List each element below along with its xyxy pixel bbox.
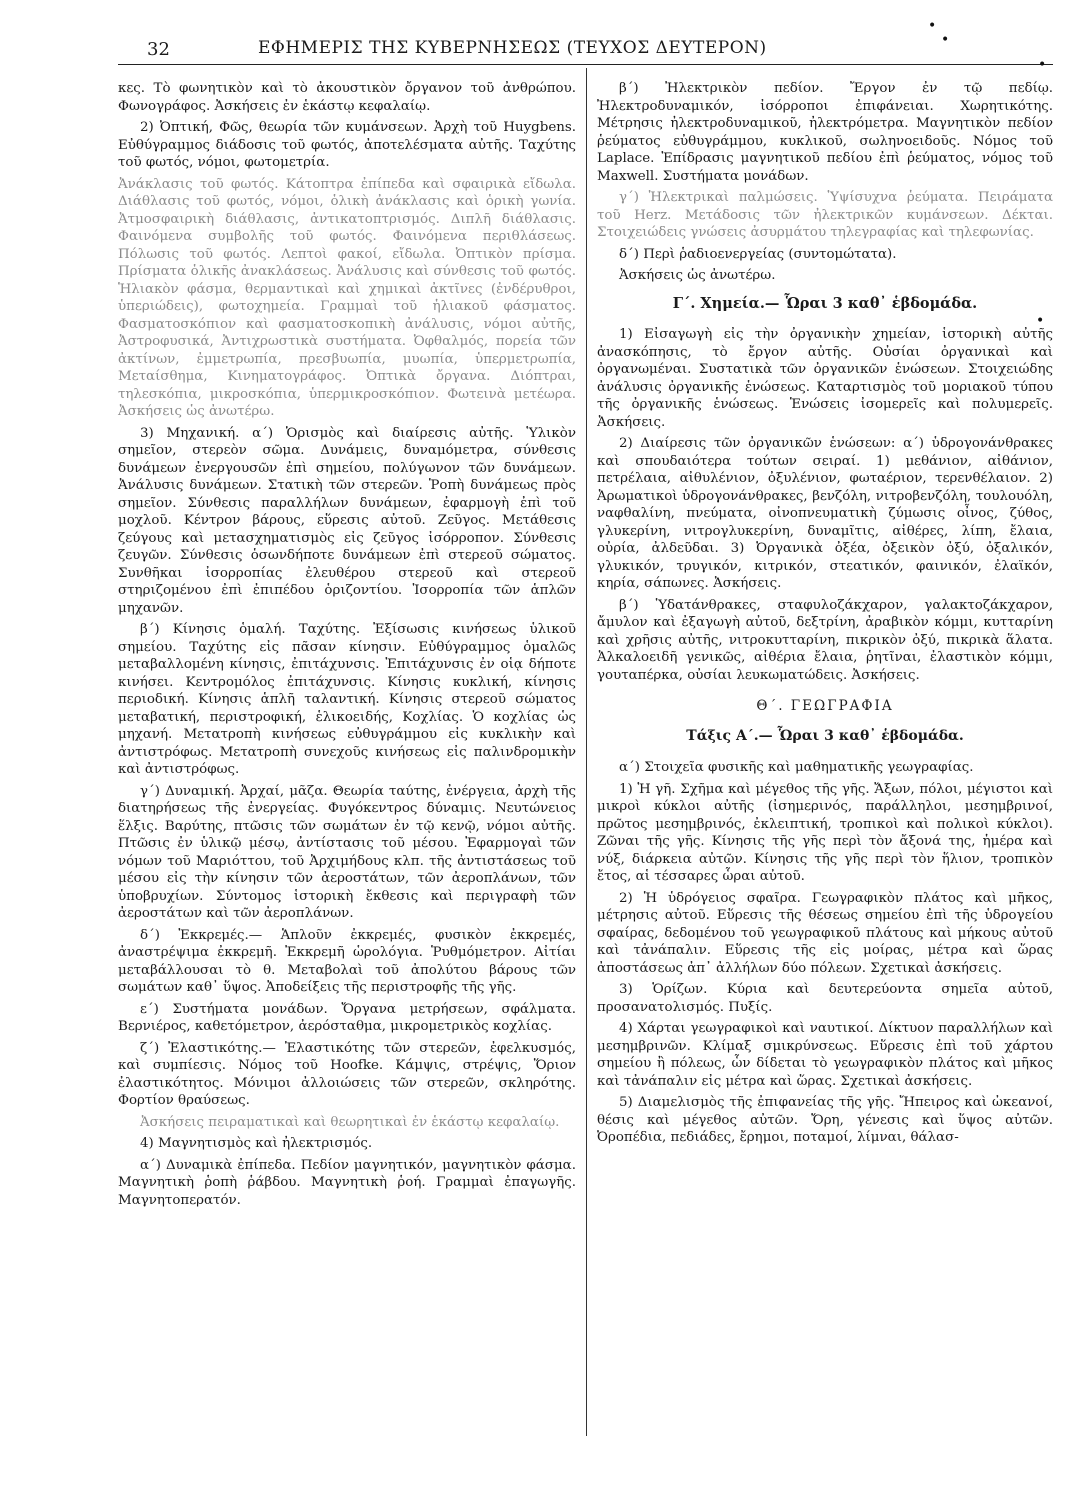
left-column [118, 80, 576, 1213]
paragraph: 1) Ἡ γῆ. Σχῆμα καὶ μέγεθος τῆς γῆς. Ἄξων, πόλοι, μέγιστοι καὶ μικροὶ κύκλοι αὐτῆς (ἰσημερινός, παράλληλοι, μεσημβρινοί, πρῶτος μεσημβρινός, ἐκλειπτική, τροπικοὶ καὶ πολικοὶ κύκλοι). Ζῶναι τῆς γῆς. Κίνησις τῆς γῆς περὶ τὸν ἄξονά της, ἡμέρα καὶ νύξ, διάρκεια αὐτῶν. Κίνησις τῆς γῆς περὶ τὸν ἥλιον, τροπικὸν ἔτος, αἱ τέσσαρες ὧραι αὐτοῦ. [597, 781, 1053, 884]
paragraph: Ἀσκήσεις ὡς ἀνωτέρω. [619, 268, 776, 283]
ink-speck: • [928, 18, 937, 34]
paragraph: 4) Χάρται γεωγραφικοὶ καὶ ναυτικοί. Δίκτυον παραλλήλων καὶ μεσημβρινῶν. Κλίμαξ σμικρύνσεως. Εὕρεσις ἐπὶ τοῦ χάρτου σημείου ἢ πόλεως, ὧν δίδεται τὸ γεωγραφικὸν πλάτος καὶ μῆκος καὶ τἀνάπαλιν εἰς μέτρα καὶ ὥρας. Σχετικαὶ ἀσκήσεις. [597, 1021, 1053, 1089]
paragraph: δ΄) Περὶ ῥαδιοενεργείας (συντομώτατα). [619, 246, 897, 262]
page-number: 32 [147, 39, 170, 60]
paragraph: α΄) Δυναμικὰ ἐπίπεδα. Πεδίον μαγνητικόν, μαγνητικὸν φάσμα. Μαγνητικὴ ῥοπὴ ῥάβδου. Μαγνητικὴ ῥοή. Γραμμαὶ ἐπαγωγῆς. Μαγνητοπερατόν. [118, 1157, 576, 1208]
right-column [597, 80, 1053, 1151]
ink-speck: • [1038, 57, 1047, 73]
paragraph: δ΄) Ἐκκρεμές.— Ἁπλοῦν ἐκκρεμές, φυσικὸν ἐκκρεμές, ἀναστρέψιμα ἐκκρεμῆ. Ἐκκρεμῆ ὡρολόγια. Ῥυθμόμετρον. Αἰτίαι μεταβάλλουσαι τὸ θ. Μεταβολαὶ τοῦ ἀπολύτου βάρους τῶν σωμάτων καθ᾽ ὕψος. Ἀποδείξεις τῆς περιστροφῆς τῆς γῆς. [118, 927, 576, 995]
ink-speck: • [941, 32, 950, 48]
paragraph: Ἀσκήσεις πειραματικαὶ καὶ θεωρητικαὶ ἐν ἑκάστῳ κεφαλαίῳ. [140, 1114, 560, 1130]
geography-heading: Θ΄. ΓΕΩΓΡΑΦΙΑ [756, 698, 894, 714]
paragraph: γ΄) Ἠλεκτρικαὶ παλμώσεις. Ὑψίσυχνα ῥεύματα. Πειράματα τοῦ Herz. Μετάδοσις τῶν ἠλεκτρικῶν κυμάνσεων. Δέκται. Στοιχειώδεις γνώσεις ἀσυρμάτου τηλεγραφίας καὶ τηλεφωνίας. [597, 190, 1053, 240]
paragraph: 3) Μηχανική. α΄) Ὁρισμὸς καὶ διαίρεσις αὐτῆς. Ὑλικὸν σημεῖον, στερεὸν σῶμα. Δυνάμεις, δυναμόμετρα, σύνθεσις δυνάμεων ἐνεργουσῶν ἐπὶ σημείου, πολύγωνον τῶν δυνάμεων. Ἀνάλυσις δυνάμεων. Στατικὴ τῶν στερεῶν. Ῥοπὴ δυνάμεως πρὸς σημεῖον. Σύνθεσις παραλλήλων δυνάμεων, ἐφαρμογὴ ἐπὶ τοῦ μοχλοῦ. Κέντρον βάρους, εὕρεσις αὐτοῦ. Ζεῦγος. Μετάθεσις ζεύγους καὶ μετασχηματισμὸς εἰς ζεῦγος ἰσόρροπον. Σύνθεσις ζευγῶν. Σύνθεσις ὁσωνδήποτε δυνάμεων ἐπὶ στερεοῦ σώματος. Συνθῆκαι ἰσορροπίας ἐλευθέρου στερεοῦ καὶ στερεοῦ στηριζομένου ἐπὶ ἐπιπέδου ὁριζοντίου. Ἰσορροπία τῶν ἁπλῶν μηχανῶν. [118, 425, 576, 616]
class-heading: Τάξις Α΄.— Ὧραι 3 καθ᾽ ἑβδομάδα. [686, 727, 964, 744]
paragraph: 2) Ὀπτική, Φῶς, θεωρία τῶν κυμάνσεων. Ἀρχὴ τοῦ Huygbens. Εὐθύγραμμος διάδοσις τοῦ φωτός, ἀποτελέσματα αὐτῆς. Ταχύτης τοῦ φωτός, νόμοι, φωτομετρία. [118, 120, 576, 170]
paragraph: α΄) Στοιχεῖα φυσικῆς καὶ μαθηματικῆς γεωγραφίας. [619, 760, 974, 775]
paragraph: ζ΄) Ἐλαστικότης.— Ἐλαστικότης τῶν στερεῶν, ἐφελκυσμός, καὶ συμπίεσις. Νόμος τοῦ Hoofke. Κάμψις, στρέψις, Ὅριον ἐλαστικότητος. Μόνιμοι ἀλλοιώσεις τῶν στερεῶν, σκληρότης. Φορτίον θραύσεως. [118, 1040, 576, 1108]
header-rule [118, 64, 1053, 65]
paragraph: 3) Ὁρίζων. Κύρια καὶ δευτερεύοντα σημεῖα αὐτοῦ, προσανατολισμός. Πυξίς. [597, 982, 1053, 1015]
ink-speck: • [1036, 313, 1045, 329]
paragraph: γ΄) Δυναμική. Ἀρχαί, μᾶζα. Θεωρία ταύτης, ἐνέργεια, ἀρχὴ τῆς διατηρήσεως τῆς ἐνεργείας. Φυγόκεντρος δύναμις. Νευτώνειος ἕλξις. Βαρύτης, πτῶσις τῶν σωμάτων ἐν τῷ κενῷ, νόμοι αὐτῆς. Πτῶσις ἐν ὑλικῷ μέσῳ, ἀντίστασις τοῦ μέσου. Ἐφαρμογαὶ τῶν νόμων τοῦ Μαριόττου, τοῦ Ἀρχιμήδους κλπ. τῆς ἀντιστάσεως τοῦ μέσου εἰς τὴν κίνησιν τῶν ἀεροστάτων, τῶν ἀεροπλάνων, τῶν ὑποβρυχίων. Σύντομος ἱστορικὴ ἔκθεσις καὶ περιγραφὴ τῶν ἀεροστάτων καὶ τῶν ἀεροπλάνων. [118, 783, 576, 921]
paragraph: 2) Διαίρεσις τῶν ὀργανικῶν ἑνώσεων: α΄) ὑδρογονάνθρακες καὶ σπουδαιότερα τούτων σειραί. 1) μεθάνιον, αἰθάνιον, πετρέλαια, αἰθυλένιον, ὀξυλένιον, φωταέριον, τερενθέλαιον. 2) Ἀρωματικοὶ ὑδρογονάνθρακες, βενζόλη, νιτροβενζόλη, τουλουόλη, ναφθαλίνη, πνεύματα, οἰνοπνευματικὴ ζύμωσις οἶνος, ζύθος, γλυκερίνη, νιτρογλυκερίνη, δυναμῖτις, αἰθέρες, λίπη, ἔλαια, οὐρία, ἀλδεῦδαι. 3) Ὀργανικὰ ὀξέα, ὀξεικὸν ὀξύ, ὀξαλικόν, γλυκικόν, τρυγικόν, κιτρικόν, στεατικόν, φαινικόν, ἐλαϊκόν, κηρία, σάπωνες. Ἀσκήσεις. [597, 436, 1053, 591]
running-title: ΕΦΗΜΕΡΙΣ ΤΗΣ ΚΥΒΕΡΝΗΣΕΩΣ (ΤΕΥΧΟΣ ΔΕΥΤΕΡΟΝ) [258, 38, 767, 58]
paragraph: ε΄) Συστήματα μονάδων. Ὄργανα μετρήσεων, σφάλματα. Βερνιέρος, καθετόμετρον, ἀερόσταθμα, μικρομετρικὸς κοχλίας. [118, 1001, 576, 1034]
paragraph: 1) Εἰσαγωγὴ εἰς τὴν ὀργανικὴν χημείαν, ἱστορικὴ αὐτῆς ἀνασκόπησις, τὸ ἔργον αὐτῆς. Οὐσίαι ὀργανικαὶ καὶ ὀργανωμέναι. Συστατικὰ τῶν ὀργανικῶν ἑνώσεων. Στοιχειώδης ἀνάλυσις ὀργανικῆς ἑνώσεως. Καταρτισμὸς τοῦ μοριακοῦ τύπου τῆς ὀργανικῆς ἑνώσεως. Ἑνώσεις ἰσομερεῖς καὶ πολυμερεῖς. Ἀσκήσεις. [597, 327, 1053, 430]
paragraph: Ἀνάκλασις τοῦ φωτός. Κάτοπτρα ἐπίπεδα καὶ σφαιρικὰ εἴδωλα. Διάθλασις τοῦ φωτός, νόμοι, ὁλικὴ ἀνάκλασις καὶ ὁρικὴ γωνία. Ἀτμοσφαιρικὴ διάθλασις, ἀντικατοπτρισμός. Διπλῆ διάθλασις. Φαινόμενα συμβολῆς τοῦ φωτός. Φαινόμενα περιθλάσεως. Πόλωσις τοῦ φωτός. Λεπτοὶ φακοί, εἴδωλα. Ὀπτικὸν πρίσμα. Πρίσματα ὁλικῆς ἀνακλάσεως. Ἀνάλυσις καὶ σύνθεσις τοῦ φωτός. Ἡλιακὸν φάσμα, θερμαντικαὶ καὶ χημικαὶ ἀκτῖνες (ἐνδέρυθροι, ὑπεριώδεις), φωτοχημεία. Γραμμαὶ τοῦ ἡλιακοῦ φάσματος. Φασματοσκόπιον καὶ φασματοσκοπικὴ ἀνάλυσις, νόμοι αὐτῆς, Ἀστροφυσικά, Ἀντιχρωστικὰ συστήματα. Ὀφθαλμός, πορεία τῶν ἀκτίνων, ἐμμετρωπία, πρεσβυωπία, μυωπία, ὑπερμετρωπία, Μεταίσθημα, Κινηματογράφος. Ὀπτικὰ ὄργανα. Διόπτραι, τηλεσκόπια, μικροσκόπια, ὑπερμικροσκόπιον. Φωτεινὰ μετέωρα. Ἀσκήσεις ὡς ἀνωτέρω. [118, 176, 576, 419]
paragraph: β΄) Ὑδατάνθρακες, σταφυλοζάκχαρον, γαλακτοζάκχαρον, ἄμυλον καὶ ἐξαγωγὴ αὐτοῦ, δεξτρίνη, ἀραβικὸν κόμμι, κυτταρίνη καὶ χρῆσις αὐτῆς, νιτροκυτταρίνη, πικρικὸν ὀξύ, πικρικὰ ἅλατα. Ἀλκαλοειδῆ γενικῶς, αἰθέρια ἔλαια, ῥητῖναι, ἐλαστικὸν κόμμι, γουταπέρκα, οὐσίαι λευκωματώδεις. Ἀσκήσεις. [597, 597, 1053, 683]
paragraph: β΄) Ἠλεκτρικὸν πεδίον. Ἔργον ἐν τῷ πεδίῳ. Ἠλεκτροδυναμικόν, ἰσόρροποι ἐπιφάνειαι. Χωρητικότης. Μέτρησις ἠλεκτροδυναμικοῦ, ἠλεκτρόμετρα. Μαγνητικὸν πεδίον ῥεύματος εὐθυγράμμου, κυκλικοῦ, σωληνοειδοῦς. Νόμος τοῦ Laplace. Ἐπίδρασις μαγνητικοῦ πεδίου ἐπὶ ῥεύματος, νόμος τοῦ Maxwell. Συστήματα μονάδων. [597, 81, 1053, 184]
paragraph: β΄) Κίνησις ὁμαλή. Ταχύτης. Ἐξίσωσις κινήσεως ὑλικοῦ σημείου. Ταχύτης εἰς πᾶσαν κίνησιν. Εὐθύγραμμος ὁμαλῶς μεταβαλλομένη κίνησις, ἐπιτάχυνσις. Ἐπιτάχυνσις ἐν οἱᾳ δήποτε κινήσει. Κεντρομόλος ἐπιτάχυνσις. Κίνησις κυκλική, κίνησις περιοδική. Κίνησις ἁπλῆ ταλαντική. Κίνησις στερεοῦ σώματος μεταβατική, περιστροφική, ἑλικοειδής, Κοχλίας. Ὁ κοχλίας ὡς μηχανή. Μετατροπὴ κινήσεως εὐθυγράμμου εἰς κυκλικὴν καὶ ἀντιστρόφως. Μετατροπὴ συνεχοῦς κινήσεως εἰς παλινδρομικὴν καὶ ἀντιστρόφως. [118, 622, 576, 777]
paragraph: 4) Μαγνητισμὸς καὶ ἠλεκτρισμός. [140, 1136, 373, 1151]
column-divider [586, 68, 587, 1436]
paragraph: 2) Ἡ ὑδρόγειος σφαῖρα. Γεωγραφικὸν πλάτος καὶ μῆκος, μέτρησις αὐτοῦ. Εὕρεσις τῆς θέσεως σημείου ἐπὶ τῆς ὑδρογείου σφαίρας, δεδομένου τοῦ γεωγραφικοῦ πλάτους καὶ μήκους αὐτοῦ καὶ τἀνάπαλιν. Εὕρεσις τῆς εἰς μοίρας, μέτρα καὶ ὥρας ἀποστάσεως ἀπ᾽ ἀλλήλων δύο πόλεων. Σχετικαὶ ἀσκήσεις. [597, 890, 1053, 976]
paragraph: κες. Τὸ φωνητικὸν καὶ τὸ ἀκουστικὸν ὄργανον τοῦ ἀνθρώπου. Φωνογράφος. Ἀσκήσεις ἐν ἑκάστῳ κεφαλαίῳ. [118, 81, 576, 114]
chemistry-heading: Γ΄. Χημεία.— Ὧραι 3 καθ᾽ ἑβδομάδα. [672, 294, 978, 312]
paragraph: 5) Διαμελισμὸς τῆς ἐπιφανείας τῆς γῆς. Ἤπειρος καὶ ὠκεανοί, θέσις καὶ μέγεθος αὐτῶν. Ὄρη, γένεσις καὶ ὕψος αὐτῶν. Ὀροπέδια, πεδιάδες, ἔρημοι, ποταμοί, λίμναι, θάλασ- [597, 1095, 1053, 1145]
